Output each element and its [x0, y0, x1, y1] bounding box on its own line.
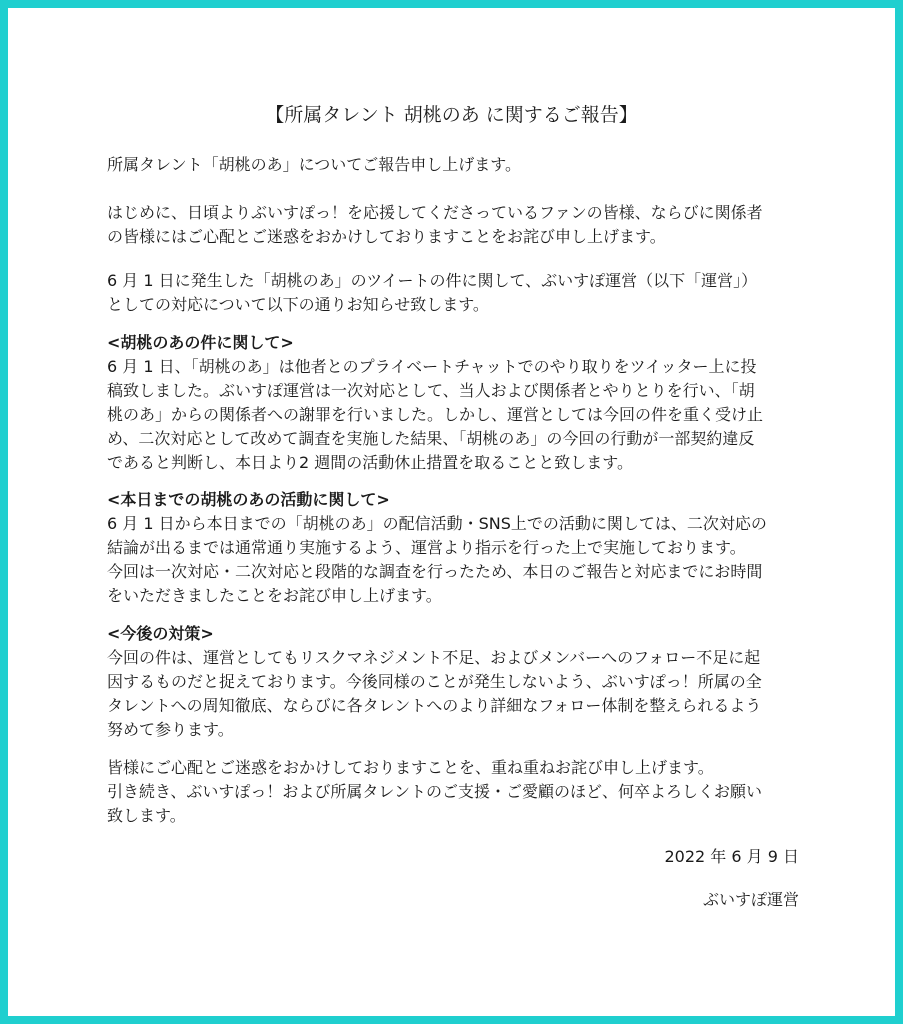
- section2-heading: <本日までの胡桃のあの活動に関して>: [107, 490, 390, 509]
- closing-text: 引き続き、ぶいすぽっ！および所属タレントのご支援・ご愛顧のほど、何卒よろしくお願い: [107, 782, 762, 801]
- section2-text: 結論が出るまでは通常通り実施するよう、運営より指示を行った上で実施しております。: [107, 538, 746, 557]
- document-title: 【所属タレント 胡桃のあ に関するご報告】: [265, 104, 638, 126]
- section3-text: 因するものだと捉えております。今後同様のことが発生しないよう、ぶいすぽっ！所属の全: [107, 672, 762, 691]
- section2-text: をいただきましたことをお詫び申し上げます。: [107, 586, 442, 605]
- section3-text: タレントへの周知徹底、ならびに各タレントへのより詳細なフォロー体制を整えられるよう: [107, 696, 762, 715]
- apology-text: はじめに、日頃よりぶいすぽっ！を応援してくださっているファンの皆様、ならびに関係者: [107, 203, 763, 222]
- section1-text: 稿致しました。ぶいすぽ運営は一次対応として、当人および関係者とやりとりを行い、「胡: [107, 381, 755, 400]
- closing-text: 皆様にご心配とご迷惑をおかけしておりますことを、重ね重ねお詫び申し上げます。: [107, 758, 714, 777]
- notice-text: としての対応について以下の通りお知らせ致します。: [107, 295, 489, 314]
- intro-text: 所属タレント「胡桃のあ」についてご報告申し上げます。: [107, 155, 522, 174]
- document-date: 2022 年 6 月 9 日: [664, 847, 799, 866]
- section3-text: 今回の件は、運営としてもリスクマネジメント不足、およびメンバーへのフォロー不足に起: [107, 648, 761, 667]
- section3-heading: <今後の対策>: [107, 624, 214, 643]
- section3-text: 努めて参ります。: [107, 720, 234, 739]
- section1-text: であると判断し、本日より2 週間の活動休止措置を取ることと致します。: [107, 453, 633, 472]
- section1-text: め、二次対応として改めて調査を実施した結果、「胡桃のあ」の今回の行動が一部契約違反: [107, 429, 755, 448]
- signature: ぶいすぽ運営: [702, 890, 799, 909]
- document-page: [8, 8, 895, 1016]
- closing-text: 致します。: [107, 806, 186, 825]
- section2-text: 6 月 1 日から本日までの「胡桃のあ」の配信活動・SNS上での活動に関しては、二次対応の: [107, 514, 767, 533]
- apology-text: の皆様にはご心配とご迷惑をおかけしておりますことをお詫び申し上げます。: [107, 227, 666, 246]
- section2-text: 今回は一次対応・二次対応と段階的な調査を行ったため、本日のご報告と対応までにお時間: [107, 562, 763, 581]
- section1-heading: <胡桃のあの件に関して>: [107, 333, 294, 352]
- section1-text: 桃のあ」からの関係者への謝罪を行いました。しかし、運営としては今回の件を重く受け止: [107, 405, 764, 424]
- section1-text: 6 月 1 日、「胡桃のあ」は他者とのプライベートチャットでのやり取りをツイッター上に投: [107, 357, 757, 376]
- notice-text: 6 月 1 日に発生した「胡桃のあ」のツイートの件に関して、ぶいすぽ運営（以下「運営」）: [107, 271, 758, 290]
